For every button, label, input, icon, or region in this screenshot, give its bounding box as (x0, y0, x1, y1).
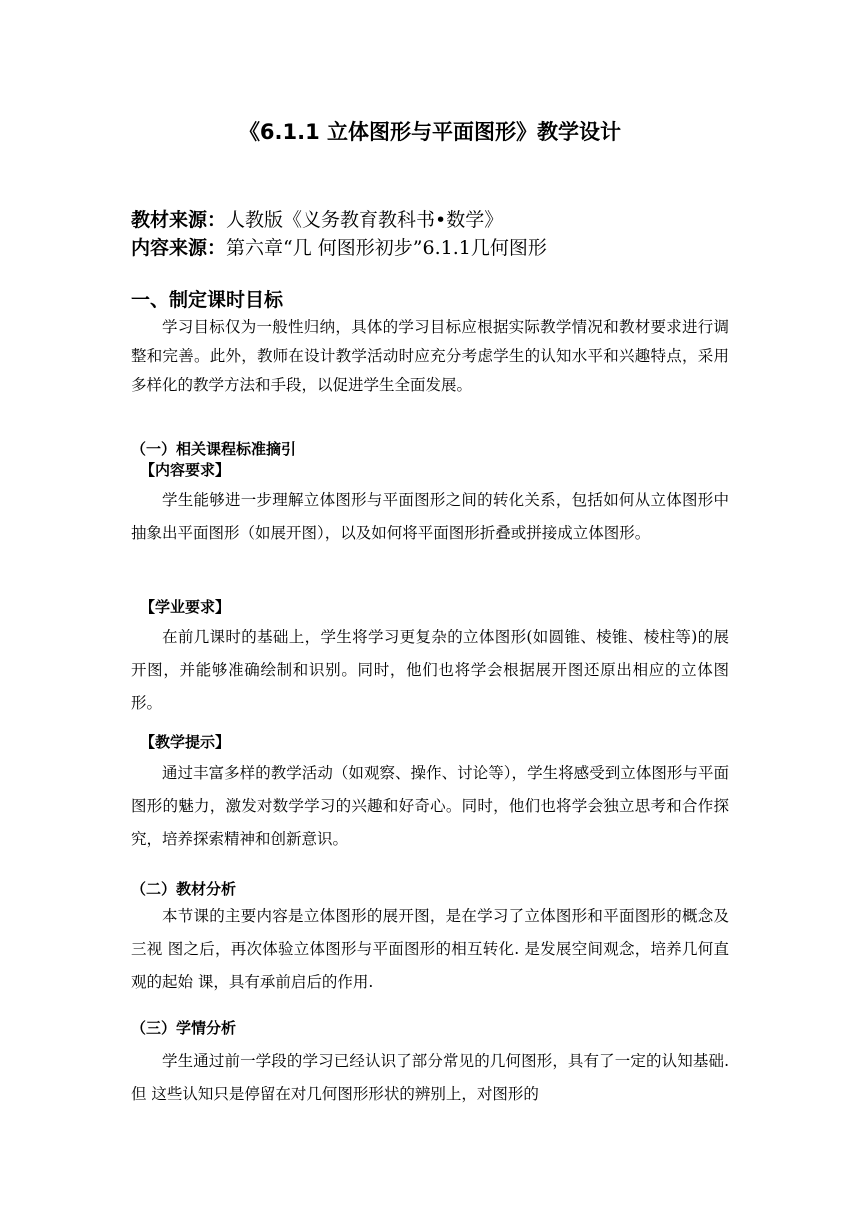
content-source-value: 第六章“几 何图形初步”6.1.1几何图形 (226, 237, 547, 259)
content-source-label: 内容来源： (131, 237, 227, 259)
learner-analysis-paragraph: 学生通过前一学段的学习已经认识了部分常见的几何图形，具有了一定的认知基础. 但 这些认知只是停留在对几何图形形状的辨别上，对图形的 (131, 1052, 729, 1103)
content-source-line (131, 233, 547, 260)
section-heading: 一、制定课时目标 (131, 289, 284, 311)
academic-requirements-paragraph: 在前几课时的基础上，学生将学习更复杂的立体图形(如圆锥、棱锥、棱柱等)的展开图，并能够准确绘制和识别。同时，他们也将学会根据展开图还原出相应的立体图形。 (131, 628, 729, 712)
content-requirements-paragraph: 学生能够进一步理解立体图形与平面图形之间的转化关系，包括如何从立体图形中抽象出平面图形（如展开图），以及如何将平面图形折叠或拼接成立体图形。 (131, 491, 729, 542)
subsection-heading-textbook-analysis: （二）教材分析 (131, 880, 237, 898)
academic-requirements-heading: 【学业要求】 (140, 598, 231, 616)
teaching-tips-heading: 【教学提示】 (140, 733, 231, 751)
textbook-source-line (131, 205, 503, 232)
content-requirements-heading: 【内容要求】 (140, 461, 231, 479)
document-title: 《6.1.1 立体图形与平面图形》教学设计 (238, 120, 622, 144)
subsection-heading-learner-analysis: （三）学情分析 (131, 1019, 237, 1037)
teaching-tips-paragraph: 通过丰富多样的教学活动（如观察、操作、讨论等），学生将感受到立体图形与平面图形的魅力，激发对数学学习的兴趣和好奇心。同时，他们也将学会独立思考和合作探究，培养探索精神和创新意识。 (131, 764, 729, 848)
section-intro-paragraph: 学习目标仅为一般性归纳，具体的学习目标应根据实际教学情况和教材要求进行调整和完善。此外，教师在设计教学活动时应充分考虑学生的认知水平和兴趣特点，采用多样化的教学方法和手段，以促进学生全面发展。 (131, 318, 729, 394)
textbook-source-label: 教材来源： (131, 209, 227, 231)
subsection-heading-curriculum: （一）相关课程标准摘引 (131, 440, 297, 458)
textbook-source-value: 人教版《义务教育教科书•数学》 (226, 209, 504, 231)
textbook-analysis-paragraph: 本节课的主要内容是立体图形的展开图，是在学习了立体图形和平面图形的概念及三视 图之后，再次体验立体图形与平面图形的相互转化. 是发展空间观念，培养几何直观的起始 课，具有承前启后的作用. (131, 907, 729, 991)
